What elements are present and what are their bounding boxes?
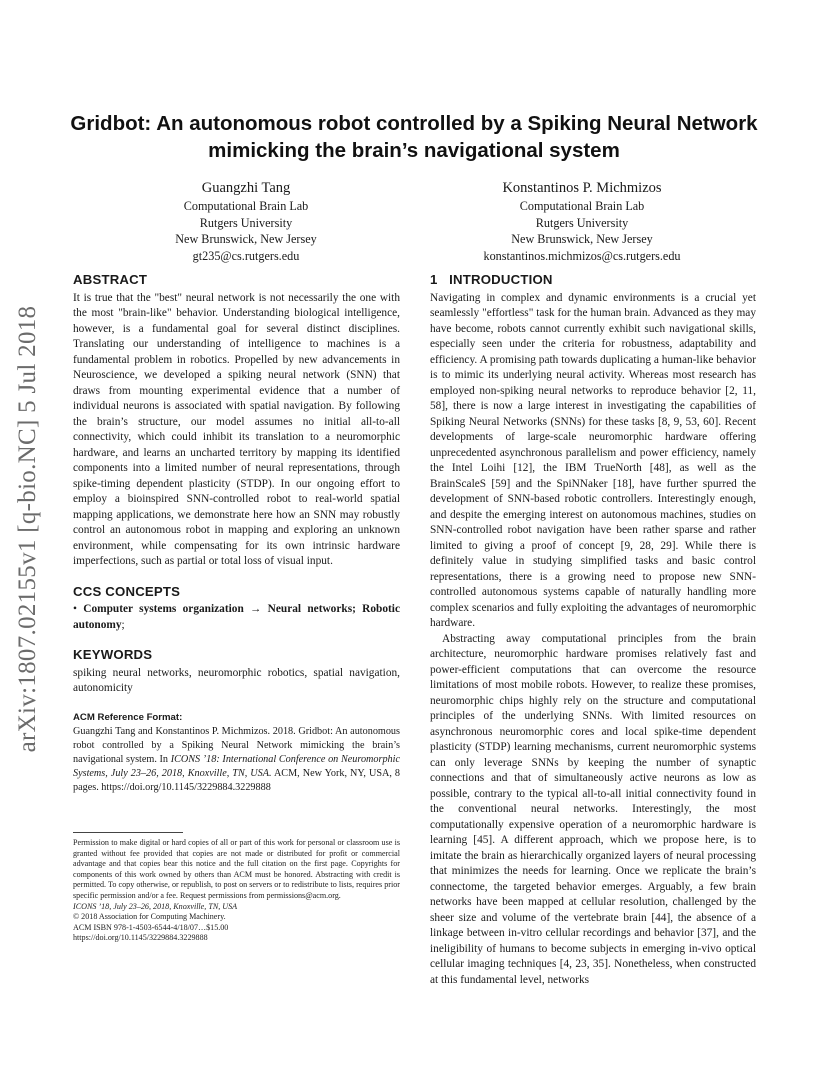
ccs-bullet: • — [73, 603, 77, 615]
abstract-text: It is true that the "best" neural network is not necessarily the one with the most "brain-like" behavior. Understanding biological intelligence, however, is a fundamental goal for several distinct disciplines. Translating our understanding of intelligence to machines is a fundamental problem in robotics. Propelled by new advancements in Neuroscience, we developed a spiking neural network (SNN) that draws from mounting experimental evidence that a number of individual neurons is associated with spatial navigation. By following the brain’s structure, our model assumes no initial all-to-all connectivity, which could inhibit its translation to a neuromorphic hardware, and learns an uncharted territory by mapping its identified components into a limited number of neural representations, through spike-timing dependent plasticity (STDP). In our ongoing effort to employ a bioinspired SNN-controlled robot to real-world spatial mapping applications, we demonstrate here how an SNN may robustly control an autonomous robot in mapping and exploring an unknown environment, while compensating for its own intrinsic hardware imperfections, such as partial or total loss of visual input. — [73, 291, 400, 567]
intro-paragraph: Navigating in complex and dynamic environments is a crucial yet seamlessly "effortless" task for the human brain. Advanced as they may have become, robots cannot currently exhibit such navigational skills, especially seen under the criteria for robustness, adaptability and efficiency. A promising path towards duplicating a human-like behavior is to mimic its underlying neural activity. Whereas most research has employed non-spiking neural networks to reproduce behavior [2, 11, 58], there is now a large interest in investigating the capabilities of Spiking Neural Networks (SNNs) for these tasks [8, 9, 53, 60]. Recent developments of large-scale neuromorphic hardware offering unprecedented asynchronous parallelism and power efficiency, namely the Intel Loihi [12], the IBM TrueNorth [48], as well as the BrainScaleS [59] and the SpiNNaker [18], have further spurred the development of SNN-based robotic controllers. Interestingly enough, and despite the emerging interest on autonomous machines, studies on SNN-controlled robot navigation have been rather sparse and rather limited to giving a proof of concept [9, 28, 29]. While there is definitely value in studying simplified tasks and basic control representations, there is a growing need to propose new SNN-controlled autonomous systems capable of naturally handling more complex scenarios and fully exploiting the advantages of neuromorphic hardware. — [430, 291, 756, 629]
ccs-tail: ; — [121, 618, 125, 631]
author-email[interactable]: konstantinos.michmizos@cs.rutgers.edu — [483, 248, 681, 263]
left-column — [73, 272, 400, 795]
author-location: New Brunswick, New Jersey — [175, 232, 317, 246]
arxiv-stamp — [8, 286, 48, 772]
footnote-rule — [73, 832, 183, 833]
keywords-section — [73, 647, 400, 697]
acm-reference-text — [73, 725, 400, 795]
acm-reference-publisher: ACM, New York, NY, USA, 8 pages. https://doi.org/10.1145/3229884.3229888 — [73, 767, 400, 793]
ccs-section — [73, 584, 400, 634]
author-block-1 — [120, 179, 372, 264]
author-name: Konstantinos P. Michmizos — [502, 180, 662, 196]
introduction-heading: 1 INTRODUCTION — [430, 272, 553, 287]
intro-paragraph: Abstracting away computational principles from the brain architecture, neuromorphic hardware promises relatively fast and power-efficient computations that can overcome the resource limitations of most mobile robots. However, to realize these promises, neuromorphic chips highly rely on the structure and computational principles of the underlying SNNs. With limited resources on asynchronous neuromorphic cores and local spike-time dependent plasticity (STDP) learning mechanisms, current neuromorphic systems can only leverage SNNs by keeping the number of synaptic connections and that of simultaneously active neurons as low as possible, contrary to the typical all-to-all initial connectivity found in the conventional neural networks. Interestingly, the most computationally expensive operation of a neuromorphic hardware is learning [45]. A different approach, which we propose here, is to imitate the brain as hierarchically organized layers of neural processing that minimizes the needs for learning. Once we replicate the brain’s connectome, the targeted behavior emerges. Arguably, a few brain networks have been mapped at cellular resolution, challenged by the sheer size and volume of the vertebrate brain [44], the absence of a linkage between in-vitro cellular recordings and behavior [37], and the ineligibility of humans to become subjects in emerging in-vivo optical cellular imaging techniques [4, 23, 35]. Nonetheless, when constructed at this fundamental level, networks — [430, 632, 756, 986]
acm-reference — [73, 711, 400, 795]
author-name: Guangzhi Tang — [201, 180, 291, 196]
author-university: Rutgers University — [535, 215, 629, 230]
keywords-heading: KEYWORDS — [73, 647, 153, 662]
right-column — [430, 272, 756, 988]
ccs-text — [73, 602, 400, 633]
acm-reference-venue: ICONS ’18: International Conference on Neuromorphic Systems, July 23–26, 2018, Knoxville, TN, USA. — [73, 753, 400, 779]
acm-reference-label: ACM Reference Format: — [73, 711, 183, 723]
keywords-text: spiking neural networks, neuromorphic robotics, spatial navigation, autonomicity — [73, 666, 400, 694]
author-lab: Computational Brain Lab — [183, 199, 309, 213]
acm-reference-citation: Guangzhi Tang and Konstantinos P. Michmizos. 2018. Gridbot: An autonomous robot controlled by a Spiking Neural Network mimicking the brain’s navigational system. In — [73, 725, 400, 765]
isbn-line: ACM ISBN 978-1-4503-6544-4/18/07…$15.00 — [73, 922, 229, 932]
copyright-line: © 2018 Association for Computing Machinery. — [73, 912, 226, 922]
ccs-heading: CCS CONCEPTS — [73, 583, 181, 599]
arxiv-stamp-text: arXiv:1807.02155v1 [q-bio.NC] 5 Jul 2018 — [14, 305, 41, 753]
footnote — [73, 838, 400, 944]
author-location: New Brunswick, New Jersey — [511, 232, 653, 246]
ccs-item: Computer systems organization → Neural networks; Robotic autonomy — [73, 603, 400, 631]
author-university: Rutgers University — [199, 215, 293, 230]
permission-notice: Permission to make digital or hard copies of all or part of this work for personal or classroom use is granted without fee provided that copies are not made or distributed for profit or commercial advantage and that copies bear this notice and the full citation on the first page. Copyrights for components of this work owned by others than ACM must be honored. Abstracting with credit is permitted. To copy otherwise, or republish, to post on servers or to redistribute to lists, requires prior specific permission and/or a fee. Request permissions from permissions@acm.org. — [73, 838, 400, 900]
doi-link[interactable]: https://doi.org/10.1145/3229884.3229888 — [73, 933, 208, 943]
author-email[interactable]: gt235@cs.rutgers.edu — [192, 248, 300, 263]
author-lab: Computational Brain Lab — [519, 199, 645, 213]
author-block-2 — [440, 179, 724, 264]
abstract-heading: ABSTRACT — [73, 272, 148, 287]
paper-title: Gridbot: An autonomous robot controlled by a Spiking Neural Network mimicking the brain’s navigational system — [70, 112, 758, 162]
conference-line: ICONS ’18, July 23–26, 2018, Knoxville, TN, USA — [73, 901, 238, 911]
